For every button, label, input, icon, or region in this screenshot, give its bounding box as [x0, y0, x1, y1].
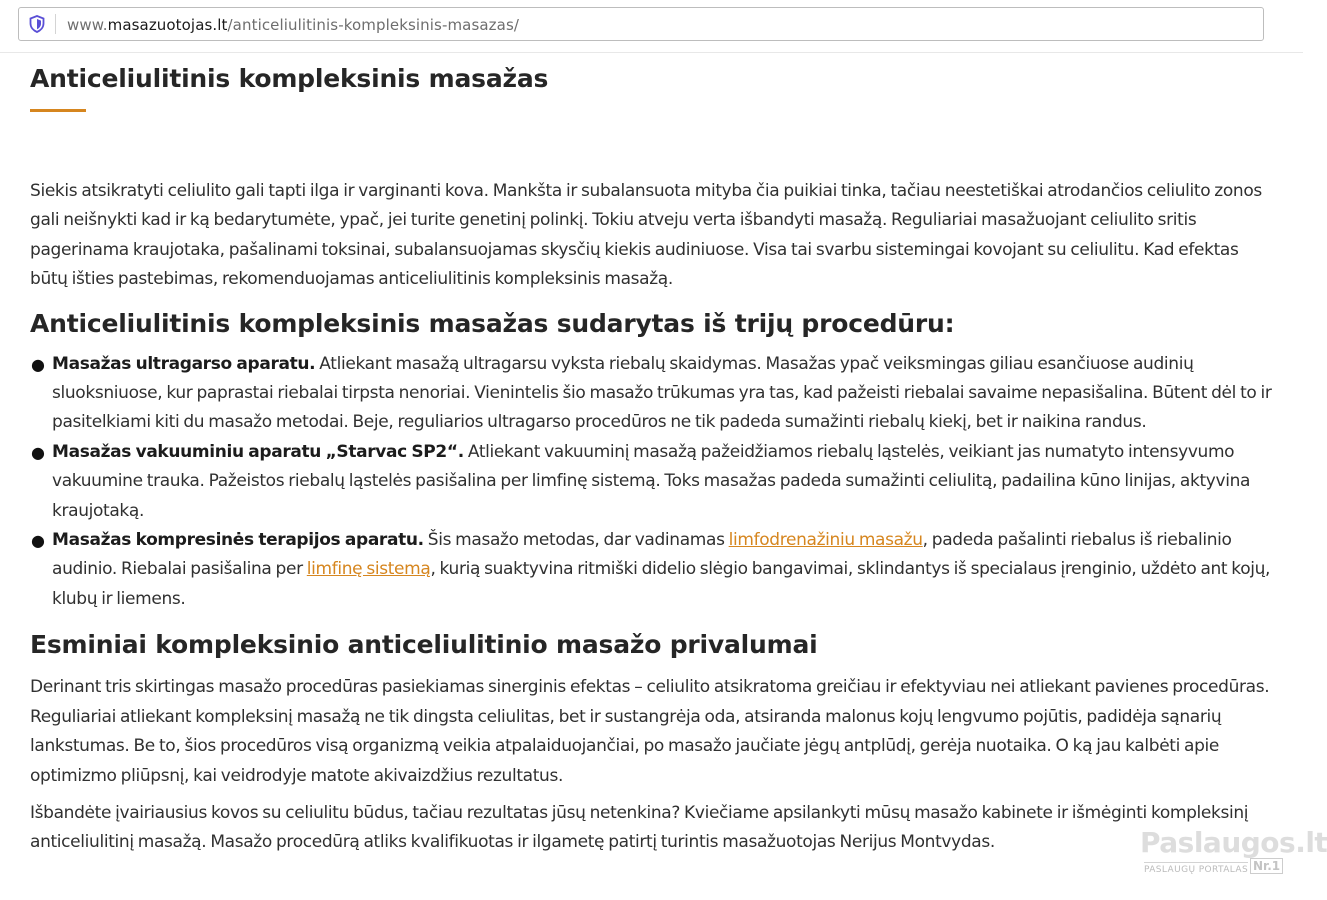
- list-item: [31, 438, 1280, 526]
- item-text: Atliekant masažą ultragarsu vyksta riebalų skaidymas. Masažas ypač veiksmingas giliau esančiuose audinių sluoksniuose, kur paprastai riebalai tirpsta nenoriai. Vienintelis šio masažo trūkumas yra tas, kad pažeisti riebalai savaime nepasišalina. Būtent dėl to ir pasitelkiami kiti du masažo metodai. Beje, reguliarios ultragarso procedūros ne tik padeda sumažinti riebalų kiekį, bet ir naikina randus.: [52, 353, 1272, 433]
- article: [30, 52, 1280, 858]
- address-bar[interactable]: [18, 7, 1264, 41]
- item-text: , padeda pašalinti riebalus iš riebalinio audinio. Riebalai pasišalina per: [52, 530, 1232, 580]
- shield-icon[interactable]: [29, 15, 45, 33]
- page-title: Anticeliulitinis kompleksinis masažas: [30, 64, 549, 93]
- watermark-logo: [1140, 826, 1327, 882]
- watermark-subtitle: PASLAUGŲ PORTALAS: [1144, 862, 1248, 875]
- invitation-paragraph: Išbandėte įvairiausius kovos su celiulitu būdus, tačiau rezultatas jūsų netenkina? Kviečiame apsilankyti mūsų masažo kabinete ir išmėginti kompleksinį anticeliulitinį masažą. Masažo procedūrą atliks kvalifikuotas ir ilgametę patirtį turintis masažuotojas Nerijus Montvydas.: [30, 802, 1249, 853]
- bullet-icon: ●: [31, 442, 45, 462]
- benefits-paragraph: Derinant tris skirtingas masažo procedūras pasiekiamas sinerginis efektas – celiulito atsikratoma greičiau ir efektyviau nei atliekant pavienes procedūras. Reguliariai atliekant kompleksinį masažą ne tik dingsta celiulitas, bet ir sustangrėja oda, atsiranda malonus kojų lengvumo pojūtis, padidėja sąnarių lankstumas. Be to, šios procedūros visą organizmą veikia atpalaiduojančiai, po masažo jaučiate jėgų antplūdį, gerėja nuotaika. O ką jau kalbėti apie optimizmo pliūpsnį, kai veidrodyje matote akivaizdžius rezultatus.: [30, 677, 1270, 786]
- url-prefix: www.: [67, 16, 108, 34]
- bullet-icon: ●: [31, 354, 45, 374]
- browser-toolbar: [0, 0, 1303, 53]
- url-separator: [55, 14, 56, 34]
- item-text: Atliekant vakuuminį masažą pažeidžiamos riebalų ląstelės, veikiant jas numatyto intensyvumo vakuumine trauka. Pažeistos riebalų ląstelės pasišalina per limfinę sistemą. Toks masažas padeda sumažinti celiulitą, padailina kūno linijas, aktyvina kraujotaką.: [52, 441, 1251, 521]
- item-bold-label: Masažas kompresinės terapijos aparatu.: [52, 530, 424, 551]
- item-text: Šis masažo metodas, dar vadinamas: [423, 530, 729, 551]
- item-bold-label: Masažas vakuuminiu aparatu „Starvac SP2“.: [52, 441, 464, 462]
- list-item: [31, 350, 1280, 438]
- item-text: , kurią suaktyvina ritmiški didelio slėgio bangavimai, sklindantys iš specialaus įrenginio, uždėto ant kojų, klubų ir liemens.: [52, 559, 1271, 609]
- procedures-heading: Anticeliulitinis kompleksinis masažas sudarytas iš trijų procedūru:: [30, 308, 955, 338]
- procedure-list: [30, 350, 1280, 615]
- benefits-heading: Esminiai kompleksinio anticeliulitinio masažo privalumai: [30, 630, 818, 660]
- url-text[interactable]: [67, 16, 519, 34]
- watermark-brand: Paslaugos.lt: [1140, 826, 1327, 859]
- lymph-system-link[interactable]: limfinę sistemą: [306, 559, 431, 580]
- url-path: /anticeliulitinis-kompleksinis-masazas/: [227, 16, 520, 34]
- title-accent-line: [30, 109, 86, 112]
- bullet-icon: ●: [31, 531, 45, 551]
- watermark-badge: Nr.1: [1250, 858, 1283, 874]
- list-item: [31, 526, 1280, 614]
- url-domain: masazuotojas.lt: [107, 16, 228, 34]
- lymph-drainage-link[interactable]: limfodrenažiniu masažu: [728, 530, 923, 551]
- item-bold-label: Masažas ultragarso aparatu.: [52, 353, 316, 374]
- intro-paragraph: Siekis atsikratyti celiulito gali tapti ilga ir varginanti kova. Mankšta ir subalansuota mityba čia puikiai tinka, tačiau neestetiškai atrodančios celiulito zonos gali neišnykti kad ir ką bedarytumėte, ypač, jei turite genetinį polinkį. Tokiu atveju verta išbandyti masažą. Reguliariai masažuojant celiulito sritis pagerinama kraujotaka, pašalinami toksinai, subalansuojamas skysčių kiekis audiniuose. Visa tai svarbu sistemingai kovojant su celiulitu. Kad efektas būtų išties pastebimas, rekomenduojamas anticeliulitinis kompleksinis masažą.: [30, 181, 1262, 290]
